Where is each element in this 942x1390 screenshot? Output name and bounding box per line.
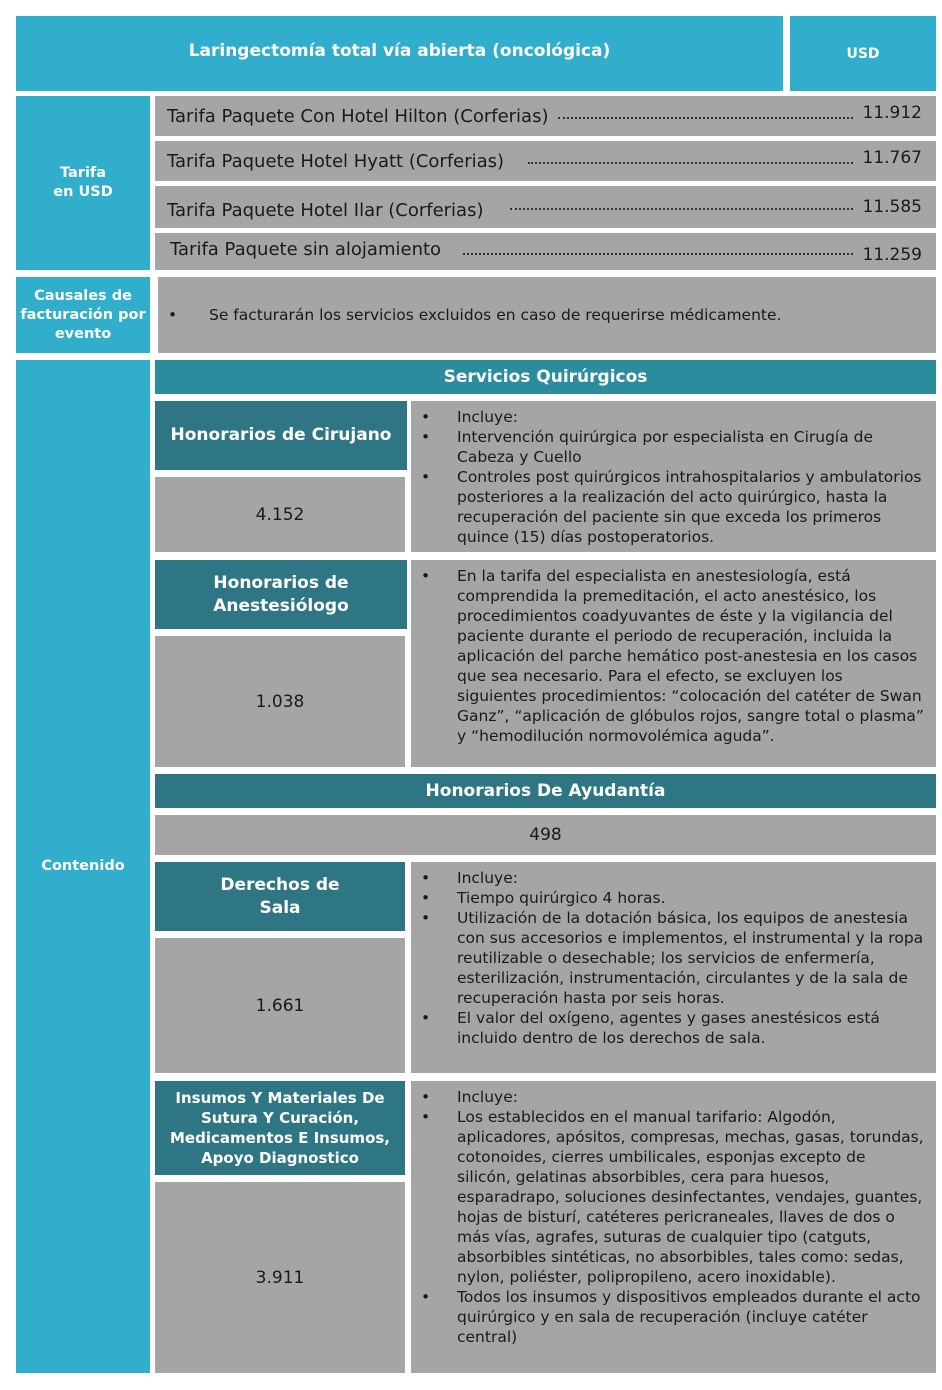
cirujano-title — [155, 401, 407, 470]
tarifa-row-value: 11.912 — [862, 103, 922, 123]
tarifa-row-label: Tarifa Paquete sin alojamiento — [170, 239, 442, 260]
tarifa-row-label: Tarifa Paquete Hotel Ilar (Corferias) — [167, 199, 484, 221]
list-item: • Incluye: — [411, 1087, 924, 1107]
tarifa-row-value: 11.767 — [862, 148, 922, 168]
sala-title-text: Derechos de Sala — [220, 874, 340, 918]
sala-value-text: 1.661 — [255, 995, 305, 1016]
dotted-leader — [510, 208, 853, 210]
currency-header — [790, 16, 936, 91]
anestesiologo-value-text: 1.038 — [255, 691, 305, 712]
list-item: • Tiempo quirúrgico 4 horas. — [411, 888, 924, 908]
list-item: • Intervención quirúrgica por especialista en Cirugía de Cabeza y Cuello — [411, 427, 924, 467]
dotted-leader — [558, 117, 852, 119]
tarifa-row-label: Tarifa Paquete Hotel Hyatt (Corferias) — [167, 150, 505, 172]
ayudantia-title: Honorarios De Ayudantía — [425, 781, 666, 801]
dotted-leader — [463, 253, 852, 255]
ayudantia-header — [155, 774, 936, 808]
tarifa-row — [155, 96, 936, 136]
tarifa-row — [155, 141, 936, 181]
page-title-text: Laringectomía total vía abierta (oncológica) — [188, 40, 611, 61]
tarifa-row — [155, 233, 936, 270]
tarifa-row-label: Tarifa Paquete Con Hotel Hilton (Corferias) — [167, 105, 549, 127]
servicios-quirurgicos-title: Servicios Quirúrgicos — [443, 367, 648, 387]
causales-box — [158, 277, 936, 353]
ayudantia-value — [155, 815, 936, 855]
causales-label-text: Causales de facturación por evento — [20, 287, 146, 342]
currency-label: USD — [846, 45, 880, 62]
insumos-title — [155, 1081, 405, 1175]
sala-value — [155, 938, 405, 1073]
ayudantia-value-text: 498 — [529, 825, 562, 845]
insumos-description — [411, 1081, 936, 1373]
list-item: • Los establecidos en el manual tarifario: Algodón, aplicadores, apósitos, compresas, mechas, gasas, torundas, cotonoides, cierres umbilicales, esponjas excepto de silicón, gelatinas absorbibles, cera para huesos, esparadrapo, soluciones desinfectantes, vendajes, guantes, hojas de bisturí, catéteres pericraneales, llaves de dos o más vías, agrafes, suturas de cualquier tipo (catguts, absorbibles sintéticas, no absorbibles, tales como: sedas, nylon, poliéster, polipropileno, acero inoxidable). — [411, 1107, 924, 1287]
causales-label — [16, 277, 150, 353]
list-item: • El valor del oxígeno, agentes y gases anestésicos está incluido dentro de los derechos de sala. — [411, 1008, 924, 1048]
insumos-value — [155, 1182, 405, 1373]
tarifa-label-text: Tarifa en USD — [53, 165, 113, 200]
list-item: • Incluye: — [411, 407, 924, 427]
insumos-value-text: 3.911 — [255, 1267, 305, 1288]
contenido-label-text: Contenido — [41, 858, 125, 874]
cirujano-title-text: Honorarios de Cirujano — [170, 425, 392, 445]
list-item: • Utilización de la dotación básica, los equipos de anestesia con sus accesorios e implementos, el instrumental y la ropa reutilizable o desechable; los servicios de enfermería, esterilización, instrumentación, circulantes y de la sala de recuperación hasta por seis horas. — [411, 908, 924, 1008]
list-item: • Incluye: — [411, 868, 924, 888]
sala-title — [155, 862, 405, 931]
tarifa-row — [155, 186, 936, 228]
insumos-title-text: Insumos Y Materiales De Sutura Y Curación, Medicamentos E Insumos, Apoyo Diagnostico — [170, 1089, 390, 1167]
contenido-label — [16, 360, 150, 1373]
list-item: • En la tarifa del especialista en anestesiología, está comprendida la premeditación, el acto anestésico, los procedimientos coadyuvantes de éste y la vigilancia del paciente durante el periodo de recuperación, incluida la aplicación del parche hemático post-anestesia en los casos que sea necesario. Para el efecto, se excluyen los siguientes procedimientos: “colocación del catéter de Swan Ganz”, “aplicación de glóbulos rojos, sangre total o plasma” y “hemodilución normovolémica aguda”. — [411, 566, 924, 746]
tarifa-label — [16, 96, 150, 270]
servicios-quirurgicos-header — [155, 360, 936, 394]
anestesiologo-title-text: Honorarios de Anestesiólogo — [213, 572, 349, 616]
sala-description — [411, 862, 936, 1073]
anestesiologo-value — [155, 636, 405, 767]
page-title — [16, 16, 783, 91]
anestesiologo-title — [155, 560, 407, 629]
anestesiologo-description — [411, 560, 936, 767]
cirujano-description — [411, 401, 936, 552]
causales-item: • Se facturarán los servicios excluidos en caso de requerirse médicamente. — [158, 305, 936, 325]
dotted-leader — [528, 162, 852, 164]
tarifa-row-value: 11.259 — [862, 244, 922, 265]
tarifa-row-value: 11.585 — [862, 197, 922, 217]
list-item: • Controles post quirúrgicos intrahospitalarios y ambulatorios posteriores a la realización del acto quirúrgico, hasta la recuperación del paciente sin que exceda los primeros quince (15) días postoperatorios. — [411, 467, 924, 547]
list-item: • Todos los insumos y dispositivos empleados durante el acto quirúrgico y en sala de recuperación (incluye catéter central) — [411, 1287, 924, 1347]
cirujano-value-text: 4.152 — [255, 504, 305, 525]
cirujano-value — [155, 477, 405, 552]
